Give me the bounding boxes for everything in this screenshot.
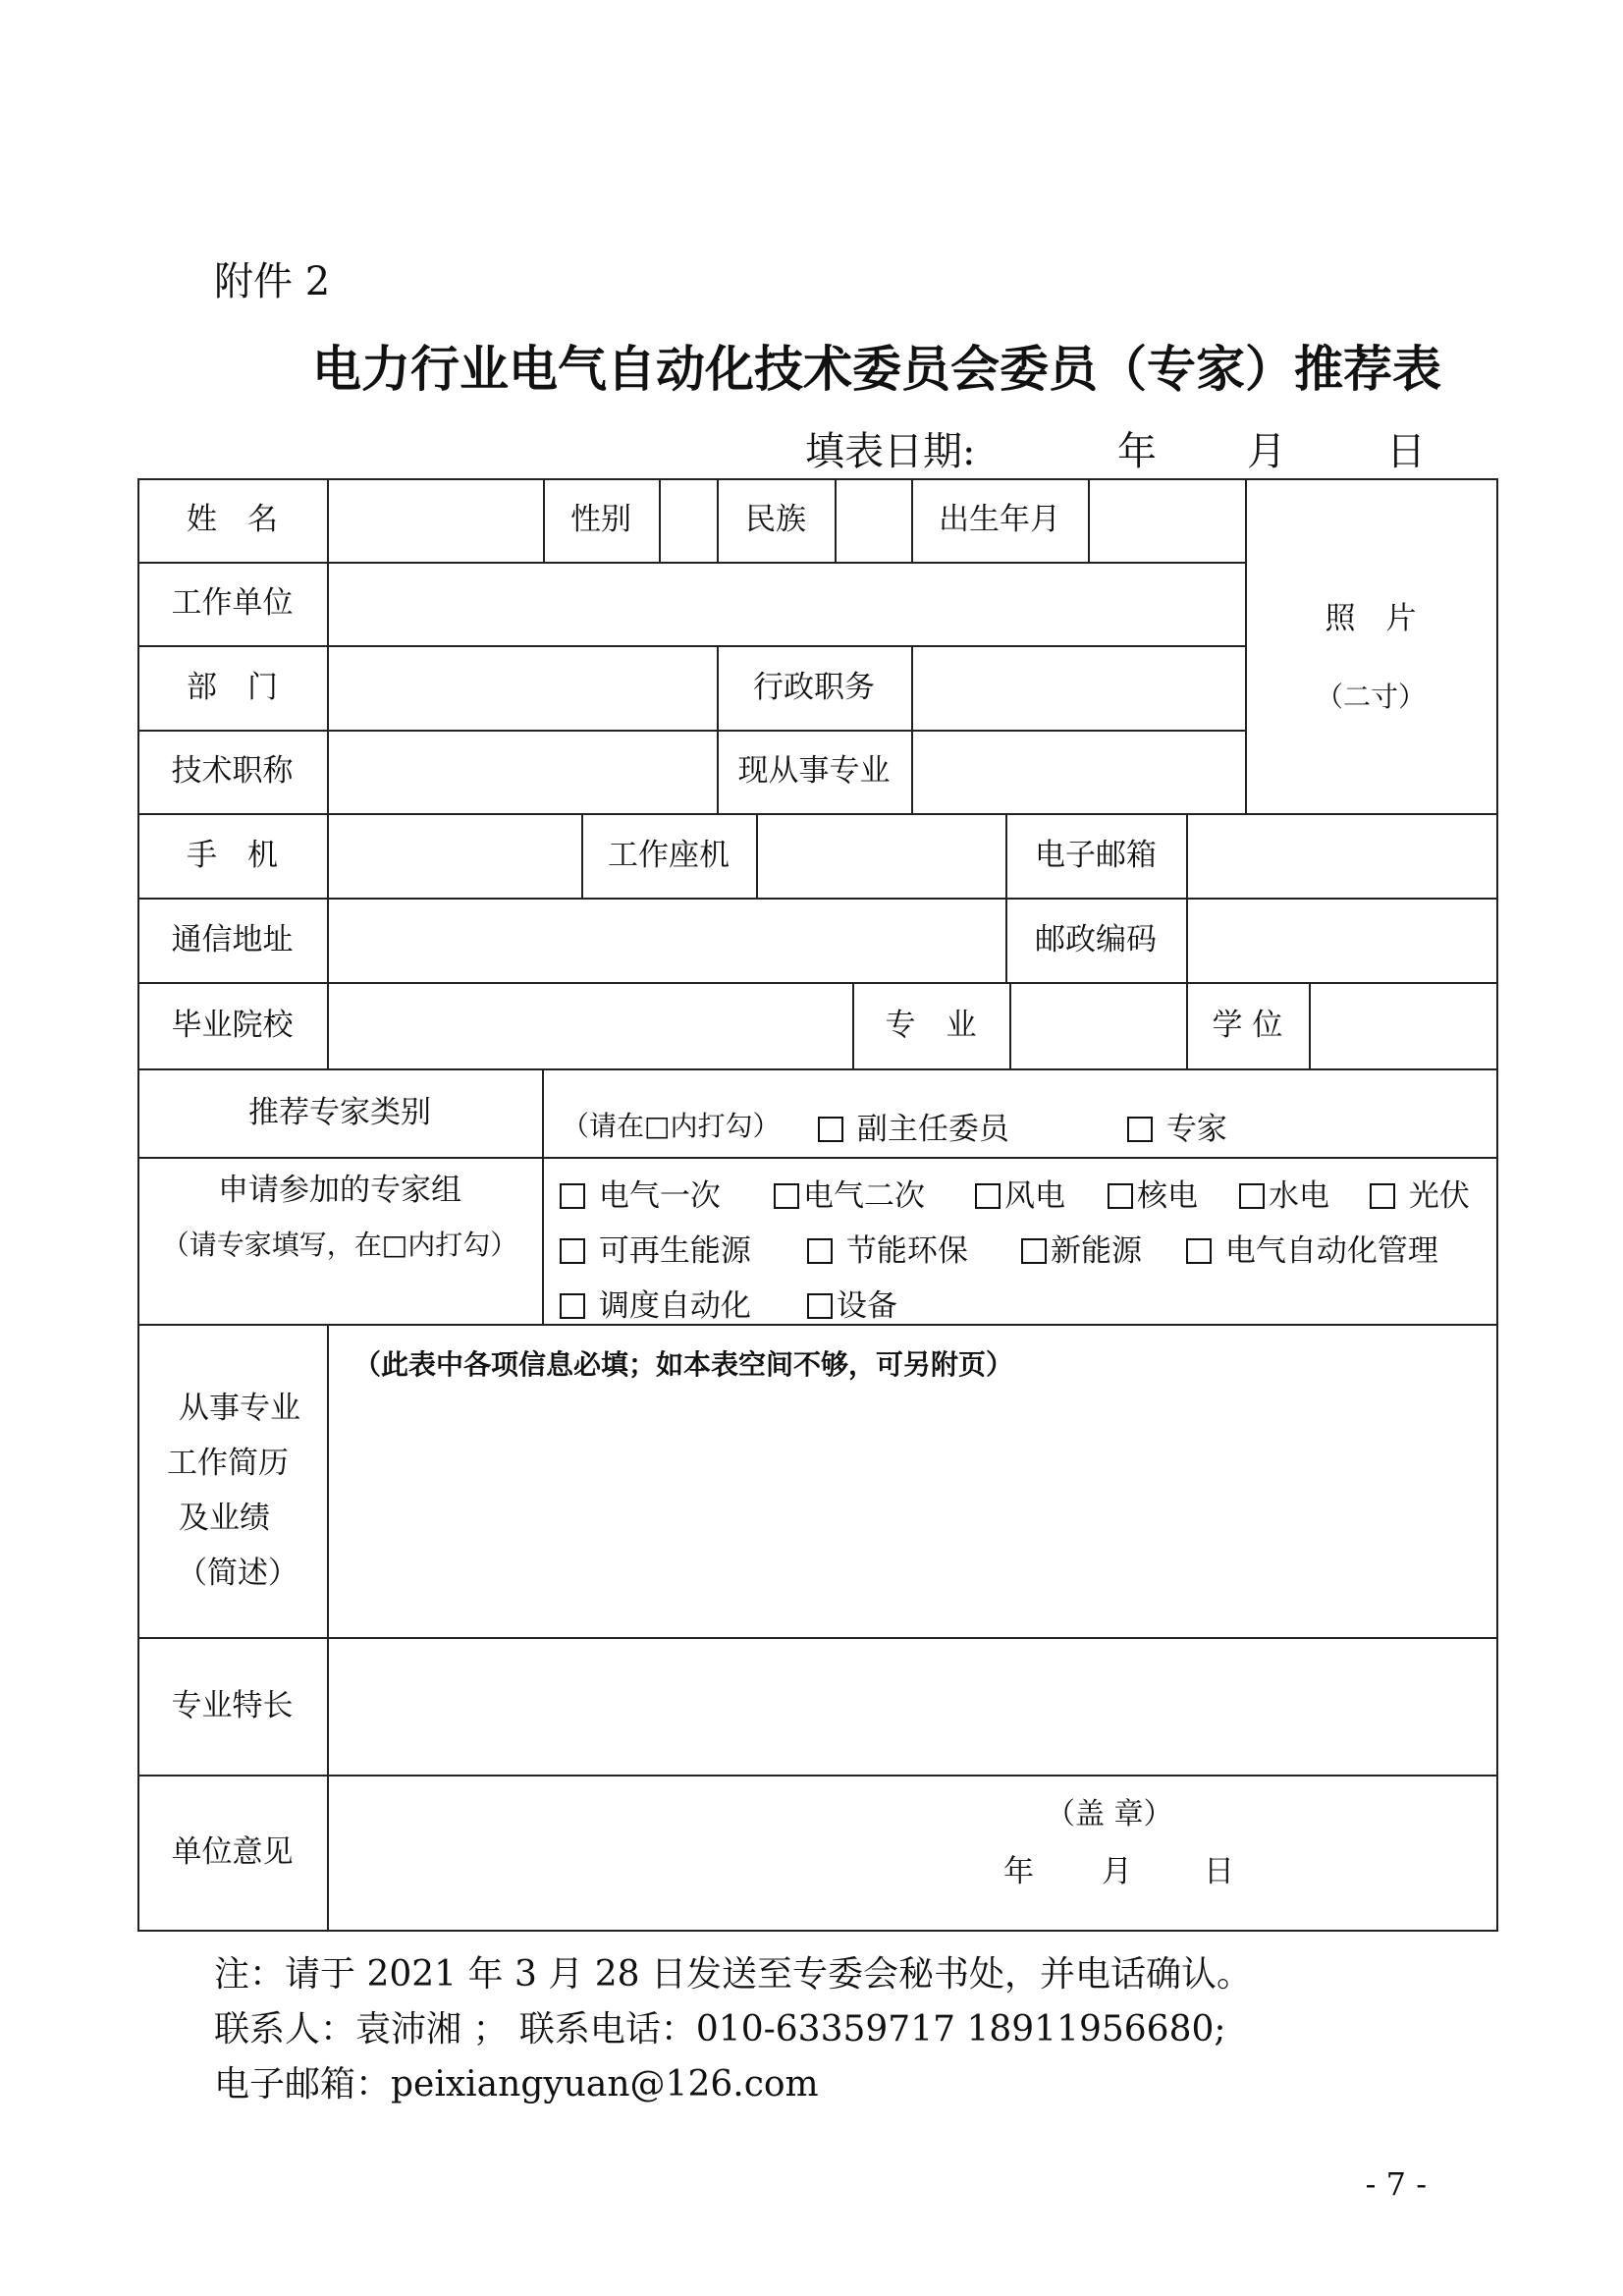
resume-note: （此表中各项信息必填；如本表空间不够，可另附页） [353, 1348, 1014, 1381]
checkbox-icon[interactable] [1021, 1238, 1047, 1264]
label-office-phone: 工作座机 [608, 837, 730, 873]
checkbox-icon[interactable] [560, 1293, 585, 1319]
checkbox-icon[interactable] [774, 1183, 799, 1209]
major-field[interactable] [1009, 982, 1186, 1068]
expertise-field[interactable] [329, 1639, 1494, 1773]
label-resume-line: （简述） [177, 1556, 298, 1591]
checkbox-icon[interactable] [1239, 1183, 1265, 1209]
address-field[interactable] [327, 898, 1005, 982]
checkbox-icon[interactable] [807, 1238, 833, 1264]
group-option[interactable]: 可再生能源 [560, 1226, 751, 1270]
label-email: 电子邮箱 [1035, 837, 1157, 873]
group-option[interactable]: 新能源 [1021, 1226, 1142, 1270]
label-gender: 性别 [570, 502, 631, 538]
checkbox-icon[interactable] [560, 1183, 585, 1209]
attachment-label: 附件 2 [214, 259, 331, 304]
label-birth: 出生年月 [939, 502, 1060, 538]
label-photo: 照 片 [1325, 600, 1417, 636]
group-option[interactable]: 调度自动化 [560, 1281, 751, 1325]
checkbox-icon[interactable] [560, 1238, 585, 1264]
department-field[interactable] [327, 645, 717, 730]
label-postcode: 邮政编码 [1035, 921, 1157, 957]
group-option[interactable]: 电气一次 [560, 1171, 721, 1215]
group-option[interactable]: 核电 [1108, 1171, 1198, 1215]
mobile-field[interactable] [327, 813, 581, 898]
gender-field[interactable] [659, 478, 717, 562]
resume-field[interactable] [329, 1394, 1494, 1635]
group-option[interactable]: 电气二次 [774, 1171, 925, 1215]
employer-field[interactable] [327, 562, 1245, 645]
label-mobile: 手 机 [187, 837, 278, 873]
office-phone-field[interactable] [756, 813, 1005, 898]
note-deadline: 注：请于 2021 年 3 月 28 日发送至专委会秘书处，并电话确认。 [214, 1954, 1252, 1995]
page-number: - 7 - [1365, 2165, 1427, 2203]
checkbox-icon[interactable] [1370, 1183, 1395, 1209]
label-resume-line: 及业绩 [179, 1501, 270, 1536]
label-ethnicity: 民族 [745, 502, 806, 538]
label-employer: 工作单位 [171, 585, 294, 622]
label-current-specialty: 现从事专业 [737, 753, 891, 790]
email-field[interactable] [1186, 813, 1496, 898]
seal-label: （盖 章） [1046, 1797, 1173, 1831]
opinion-month: 月 [1102, 1854, 1132, 1889]
checkbox-icon[interactable] [1108, 1183, 1133, 1209]
label-opinion: 单位意见 [171, 1833, 294, 1870]
degree-field[interactable] [1309, 982, 1496, 1068]
checkbox-icon[interactable] [818, 1117, 843, 1142]
label-resume-line: 从事专业 [179, 1391, 300, 1426]
fill-date-day: 日 [1386, 429, 1426, 474]
checkbox-icon[interactable] [1127, 1117, 1153, 1142]
label-major: 专 业 [885, 1007, 977, 1043]
label-address: 通信地址 [171, 921, 294, 957]
option-vice-chair[interactable]: 副主任委员 [818, 1104, 1009, 1148]
group-option[interactable]: 水电 [1239, 1171, 1329, 1215]
label-category: 推荐专家类别 [248, 1094, 431, 1130]
group-option[interactable]: 节能环保 [807, 1226, 968, 1270]
label-name: 姓 名 [187, 502, 278, 538]
current-specialty-field[interactable] [911, 730, 1245, 813]
admin-position-field[interactable] [911, 645, 1245, 730]
name-field[interactable] [327, 478, 543, 562]
checkbox-icon[interactable] [975, 1183, 1001, 1209]
group-option[interactable]: 设备 [807, 1281, 897, 1325]
label-photo-size: （二寸） [1315, 680, 1426, 713]
group-option[interactable]: 电气自动化管理 [1186, 1226, 1438, 1270]
postcode-field[interactable] [1186, 898, 1496, 982]
note-contact: 联系人：袁沛湘 ； 联系电话：010-63359717 18911956680; [214, 2009, 1226, 2050]
label-resume-line: 工作简历 [167, 1446, 289, 1481]
checkbox-icon[interactable] [1186, 1238, 1212, 1264]
label-expertise: 专业特长 [171, 1687, 294, 1723]
category-hint: （请在□内打勾） [562, 1110, 781, 1142]
opinion-year: 年 [1003, 1854, 1034, 1889]
fill-date-year: 年 [1117, 429, 1157, 474]
label-group: 申请参加的专家组 [218, 1172, 461, 1208]
ethnicity-field[interactable] [835, 478, 911, 562]
group-option[interactable]: 光伏 [1370, 1171, 1470, 1215]
opinion-day: 日 [1204, 1854, 1234, 1889]
label-degree: 学 位 [1212, 1007, 1283, 1043]
label-department: 部 门 [187, 669, 278, 705]
note-email: 电子邮箱：peixiangyuan@126.com [214, 2064, 819, 2105]
birth-field[interactable] [1088, 478, 1245, 562]
option-expert[interactable]: 专家 [1127, 1104, 1227, 1148]
label-school: 毕业院校 [171, 1007, 294, 1043]
school-field[interactable] [327, 982, 852, 1068]
fill-date-month: 月 [1247, 429, 1286, 474]
checkbox-icon[interactable] [807, 1293, 833, 1319]
group-option[interactable]: 风电 [975, 1171, 1065, 1215]
fill-date-label: 填表日期: [805, 429, 976, 474]
tech-title-field[interactable] [327, 730, 717, 813]
label-group-hint: （请专家填写，在□内打勾） [161, 1228, 518, 1261]
label-admin-position: 行政职务 [753, 669, 875, 705]
label-tech-title: 技术职称 [171, 753, 294, 790]
